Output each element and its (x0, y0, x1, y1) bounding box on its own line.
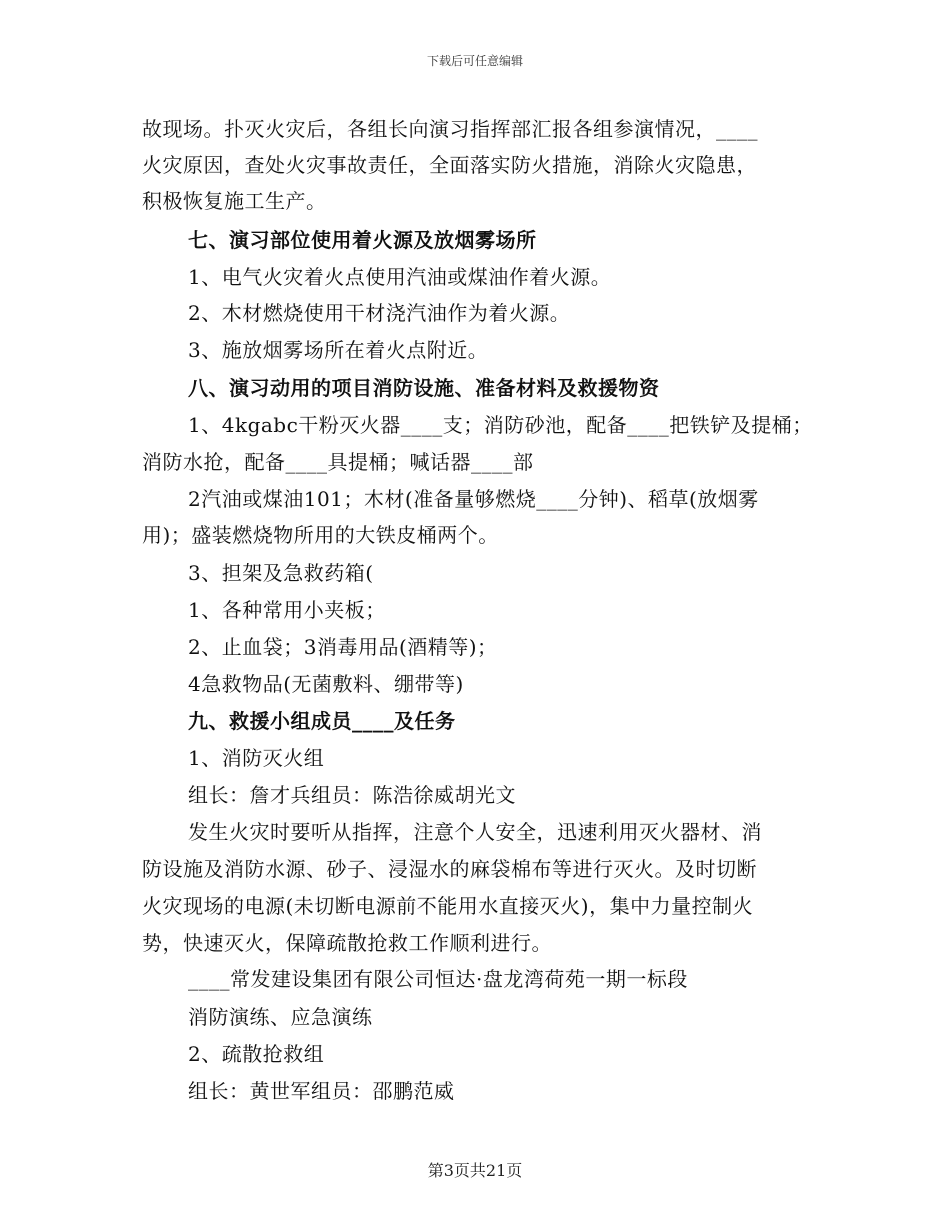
list-item: 4急救物品(无菌敷料、绷带等) (188, 672, 464, 696)
list-item: 1、4kgabc干粉灭火器____支；消防砂池，配备____把铁铲及提桶； (188, 413, 813, 437)
section-heading-7: 七、演习部位使用着火源及放烟雾场所 (188, 228, 537, 252)
paragraph-line: 故现场。扑灭火灾后，各组长向演习指挥部汇报各组参演情况，____ (142, 117, 758, 141)
paragraph-line: 火灾现场的电源(未切断电源前不能用水直接灭火)，集中力量控制火 (142, 894, 754, 918)
section-heading-8: 八、演习动用的项目消防设施、准备材料及救援物资 (188, 376, 660, 400)
page-number: 第3页共21页 (427, 1161, 523, 1180)
paragraph-line: 发生火灾时要听从指挥，注意个人安全，迅速利用灭火器材、消 (188, 820, 762, 844)
paragraph-line: 势，快速灭火，保障疏散抢救工作顺利进行。 (142, 931, 552, 955)
page-header: 下载后可任意编辑 (426, 54, 523, 68)
list-item: 1、消防灭火组 (188, 746, 325, 770)
paragraph-line: 防设施及消防水源、砂子、浸湿水的麻袋棉布等进行灭火。及时切断 (142, 857, 757, 881)
list-item: 1、电气火灾着火点使用汽油或煤油作着火源。 (188, 265, 612, 289)
list-item: 2、止血袋；3消毒用品(酒精等)； (188, 635, 498, 659)
list-item: 1、各种常用小夹板； (188, 598, 386, 622)
paragraph-line: 用)；盛装燃烧物所用的大铁皮桶两个。 (142, 523, 499, 547)
company-line: ____常发建设集团有限公司恒达·盘龙湾荷苑一期一标段 (188, 967, 688, 991)
list-item: 3、担架及急救药箱( (188, 561, 374, 585)
team-members-line: 组长：黄世军组员：邵鹏范威 (188, 1079, 455, 1103)
list-item: 2、疏散抢救组 (188, 1042, 325, 1066)
list-item: 2汽油或煤油101；木材(准备量够燃烧____分钟)、稻草(放烟雾 (188, 487, 759, 511)
paragraph-line: 火灾原因，查处火灾事故责任，全面落实防火措施，消除火灾隐患， (142, 153, 757, 177)
paragraph-line: 积极恢复施工生产。 (142, 189, 327, 213)
list-item: 3、施放烟雾场所在着火点附近。 (188, 338, 489, 362)
section-heading-9: 九、救援小组成员____及任务 (188, 709, 456, 733)
list-item: 2、木材燃烧使用干材浇汽油作为着火源。 (188, 301, 571, 325)
paragraph-line: 消防演练、应急演练 (188, 1005, 373, 1029)
paragraph-line: 消防水抢，配备____具提桶；喊话器____部 (142, 450, 534, 474)
team-members-line: 组长：詹才兵组员：陈浩徐威胡光文 (188, 783, 516, 807)
